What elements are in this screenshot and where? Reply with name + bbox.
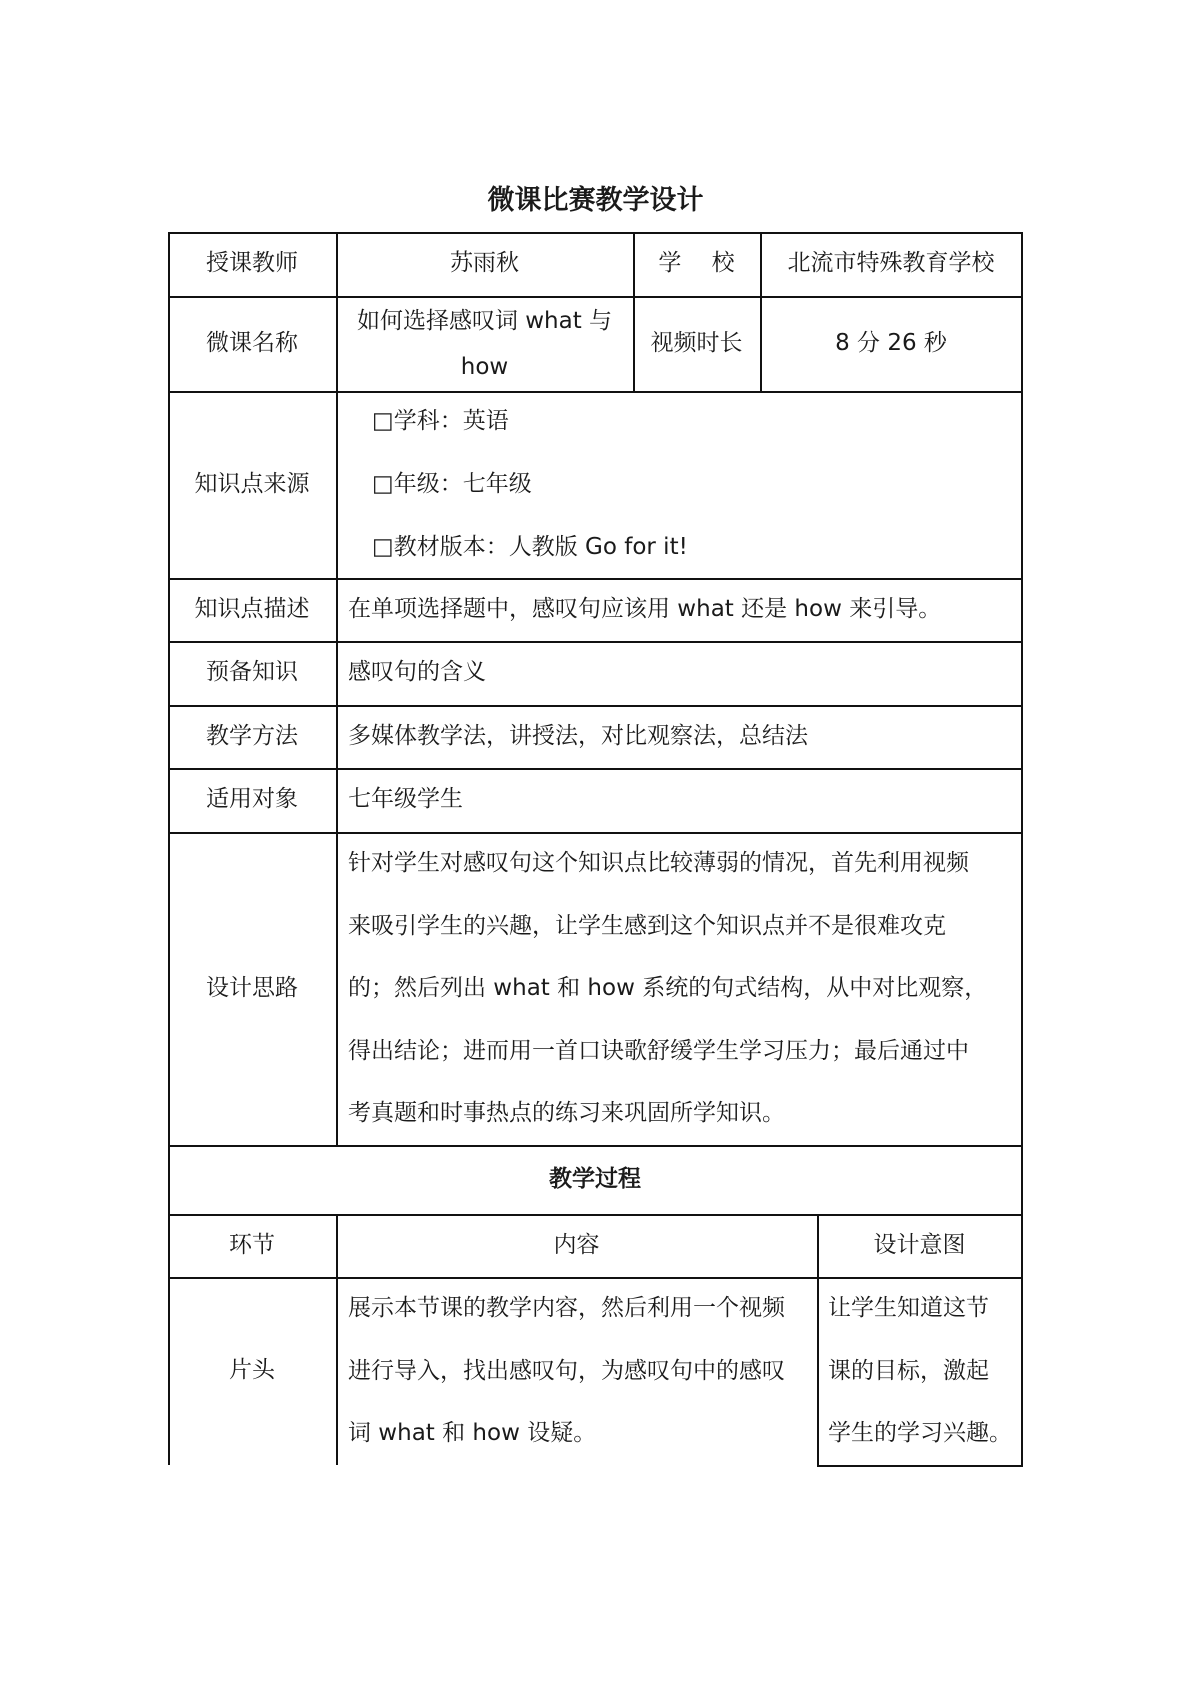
content-line: 词 what 和 how 设疑。 xyxy=(348,1420,597,1447)
design-idea-line: 考真题和时事热点的练习来巩固所学知识。 xyxy=(348,1100,785,1127)
column-header-content: 内容 xyxy=(553,1231,600,1258)
intent-line: 让学生知道这节 xyxy=(828,1295,989,1322)
design-idea-line: 得出结论；进而用一首口诀歌舒缓学生学习压力；最后通过中 xyxy=(348,1037,969,1064)
duration-value: 8 分 26 秒 xyxy=(835,329,947,356)
method-label: 教学方法 xyxy=(206,722,298,749)
intent-line: 学生的学习兴趣。 xyxy=(828,1420,1012,1447)
source-item-subject: □学科：英语 xyxy=(372,408,509,434)
column-header-stage: 环节 xyxy=(229,1231,275,1258)
teacher-value: 苏雨秋 xyxy=(450,250,519,277)
school-value: 北流市特殊教育学校 xyxy=(787,250,995,277)
document-title: 微课比赛教学设计 xyxy=(487,185,704,216)
source-item-grade: □年级：七年级 xyxy=(372,471,532,497)
content-line: 展示本节课的教学内容，然后利用一个视频 xyxy=(348,1295,785,1322)
course-name-line: how xyxy=(460,353,509,380)
description-value: 在单项选择题中，感叹句应该用 what 还是 how 来引导。 xyxy=(348,595,942,622)
teacher-label: 授课教师 xyxy=(206,250,298,277)
stage-cell: 片头 xyxy=(229,1357,275,1384)
intent-cell xyxy=(817,1277,1022,1465)
target-audience-label: 适用对象 xyxy=(206,786,298,813)
course-name-value xyxy=(336,296,633,391)
content-line: 进行导入，找出感叹句，为感叹句中的感叹 xyxy=(348,1357,785,1384)
course-name-label: 微课名称 xyxy=(206,329,298,356)
column-header-intent: 设计意图 xyxy=(873,1231,966,1258)
design-idea-line: 来吸引学生的兴趣，让学生感到这个知识点并不是很难攻克 xyxy=(348,912,946,939)
target-audience-value: 七年级学生 xyxy=(348,786,463,813)
row-divider-partial xyxy=(817,1465,1023,1467)
design-idea-text xyxy=(336,832,1022,1145)
prerequisite-value: 感叹句的含义 xyxy=(348,659,486,686)
process-heading: 教学过程 xyxy=(549,1165,641,1192)
method-value: 多媒体教学法，讲授法，对比观察法，总结法 xyxy=(348,722,808,749)
school-label: 学 校 xyxy=(658,250,735,277)
source-list xyxy=(336,391,1022,578)
design-idea-line: 针对学生对感叹句这个知识点比较薄弱的情况，首先利用视频 xyxy=(348,850,969,877)
description-label: 知识点描述 xyxy=(194,595,310,622)
prerequisite-label: 预备知识 xyxy=(206,659,298,686)
source-label: 知识点来源 xyxy=(194,470,310,497)
design-idea-line: 的；然后列出 what 和 how 系统的句式结构，从中对比观察， xyxy=(348,975,988,1002)
source-item-textbook: □教材版本：人教版 Go for it! xyxy=(372,534,688,560)
course-name-line: 如何选择感叹词 what 与 xyxy=(356,307,613,334)
design-idea-label: 设计思路 xyxy=(206,974,298,1001)
duration-label: 视频时长 xyxy=(650,329,743,356)
intent-line: 课的目标，激起 xyxy=(828,1357,989,1384)
content-cell xyxy=(336,1277,817,1465)
